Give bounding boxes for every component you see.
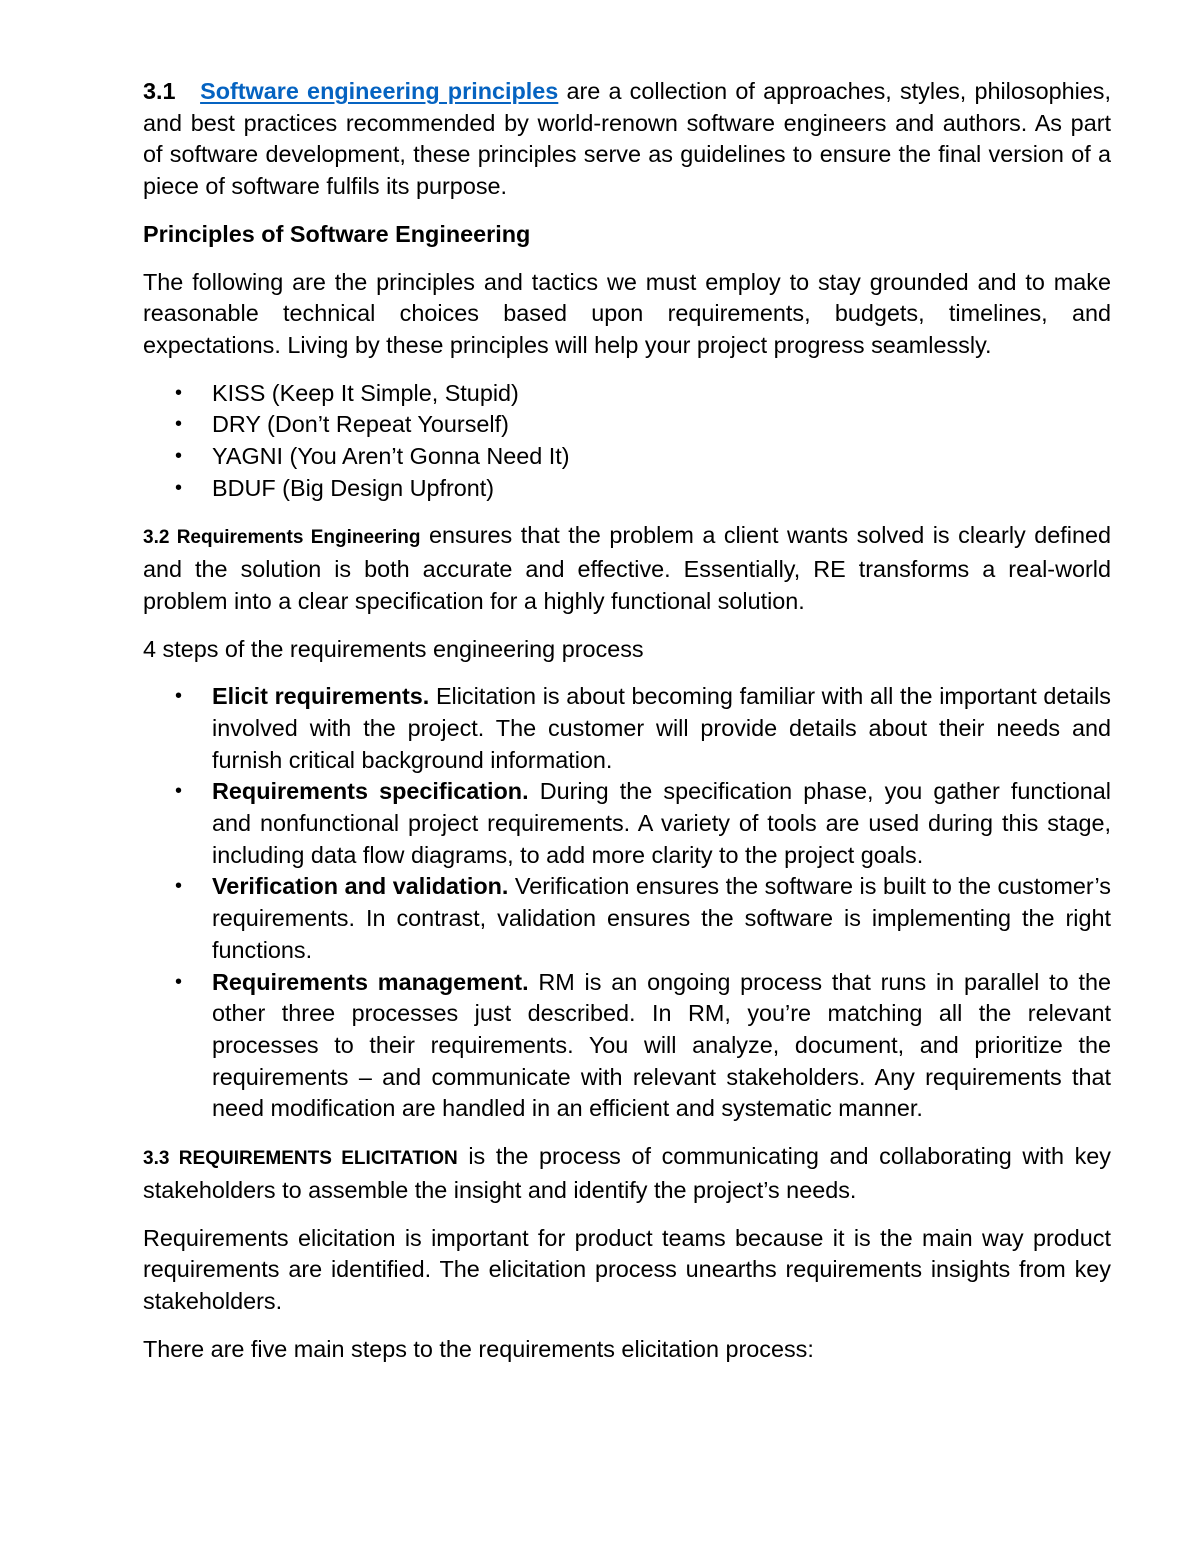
bullet-icon: • — [175, 381, 183, 404]
bullet-icon: • — [175, 780, 183, 803]
elicitation-importance-paragraph: Requirements elicitation is important for product teams because it is the main way product requirements are identified. The elicitation process unearths requirements insights from key stakeholders. — [143, 1224, 1111, 1314]
list-item — [143, 776, 1111, 871]
list-item — [143, 378, 1111, 410]
principle-label: BDUF (Big Design Upfront) — [212, 474, 495, 501]
list-item — [143, 409, 1111, 441]
step-text: Elicitation is about becoming familiar with all the important details involved with the project. The customer will provide details about their needs and furnish critical background information. — [212, 683, 1111, 773]
list-item — [143, 441, 1111, 473]
step-title: Elicit requirements. — [212, 683, 430, 710]
section-3-1-number: 3.1 — [143, 78, 176, 104]
section-3-3-heading: 3.3 REQUIREMENTS ELICITATION — [143, 1148, 458, 1170]
bullet-icon: • — [175, 445, 183, 468]
bullet-icon: • — [175, 970, 183, 993]
principles-heading: Principles of Software Engineering — [143, 220, 531, 247]
section-3-2-text: ensures that the problem a client wants solved is clearly defined and the solution is both accurate and effective. Essentially, RE transforms a real-world problem into a clear specification for a highly functional solution. — [143, 522, 1111, 614]
list-item — [143, 967, 1111, 1126]
list-item — [143, 681, 1111, 776]
section-3-2-heading: 3.2 Requirements Engineering — [143, 527, 421, 549]
bullet-icon: • — [175, 685, 183, 708]
re-steps-intro: 4 steps of the requirements engineering process — [143, 635, 644, 662]
software-engineering-principles-link[interactable]: Software engineering principles — [200, 78, 559, 104]
step-title: Requirements management. — [212, 968, 529, 995]
principle-label: KISS (Keep It Simple, Stupid) — [212, 379, 519, 406]
principle-label: YAGNI (You Aren’t Gonna Need It) — [212, 443, 570, 470]
bullet-icon: • — [175, 413, 183, 436]
step-text: RM is an ongoing process that runs in parallel to the other three processes just described. In RM, you’re matching all the relevant processes to their requirements. You will analyze, document, and prioritize the requirements – and communicate with relevant stakeholders. Any requirements that need modification are handled in an efficient and systematic manner. — [212, 968, 1111, 1122]
list-item — [143, 871, 1111, 966]
section-3-2-paragraph — [143, 520, 1111, 617]
section-3-1-paragraph — [143, 76, 1111, 203]
section-3-3-paragraph — [143, 1141, 1111, 1206]
principles-list — [143, 378, 1111, 505]
step-title: Verification and validation. — [212, 873, 509, 900]
section-3-3-text: is the process of communicating and collaborating with key stakeholders to assemble the insight and identify the project’s needs. — [143, 1143, 1111, 1203]
re-steps-list — [143, 681, 1111, 1125]
bullet-icon: • — [175, 875, 183, 898]
document-page — [143, 76, 1111, 1381]
list-item — [143, 473, 1111, 505]
step-text: Verification ensures the software is built to the customer’s requirements. In contrast, validation ensures the software is implementing the right functions. — [212, 873, 1111, 963]
bullet-icon: • — [175, 476, 183, 499]
principles-intro: The following are the principles and tactics we must employ to stay grounded and to make reasonable technical choices based upon requirements, budgets, timelines, and expectations. Living by these principles will help your project progress seamlessly. — [143, 268, 1111, 358]
section-3-1-text: are a collection of approaches, styles, philosophies, and best practices recommended by world-renown software engineers and authors. As part of software development, these principles serve as guidelines to ensure the final version of a piece of software fulfils its purpose. — [143, 78, 1112, 200]
principle-label: DRY (Don’t Repeat Yourself) — [212, 411, 509, 438]
elicitation-steps-intro: There are five main steps to the requirements elicitation process: — [143, 1335, 814, 1362]
step-title: Requirements specification. — [212, 778, 529, 805]
step-text: During the specification phase, you gather functional and nonfunctional project requirements. A variety of tools are used during this stage, including data flow diagrams, to add more clarity to the project goals. — [212, 778, 1111, 868]
